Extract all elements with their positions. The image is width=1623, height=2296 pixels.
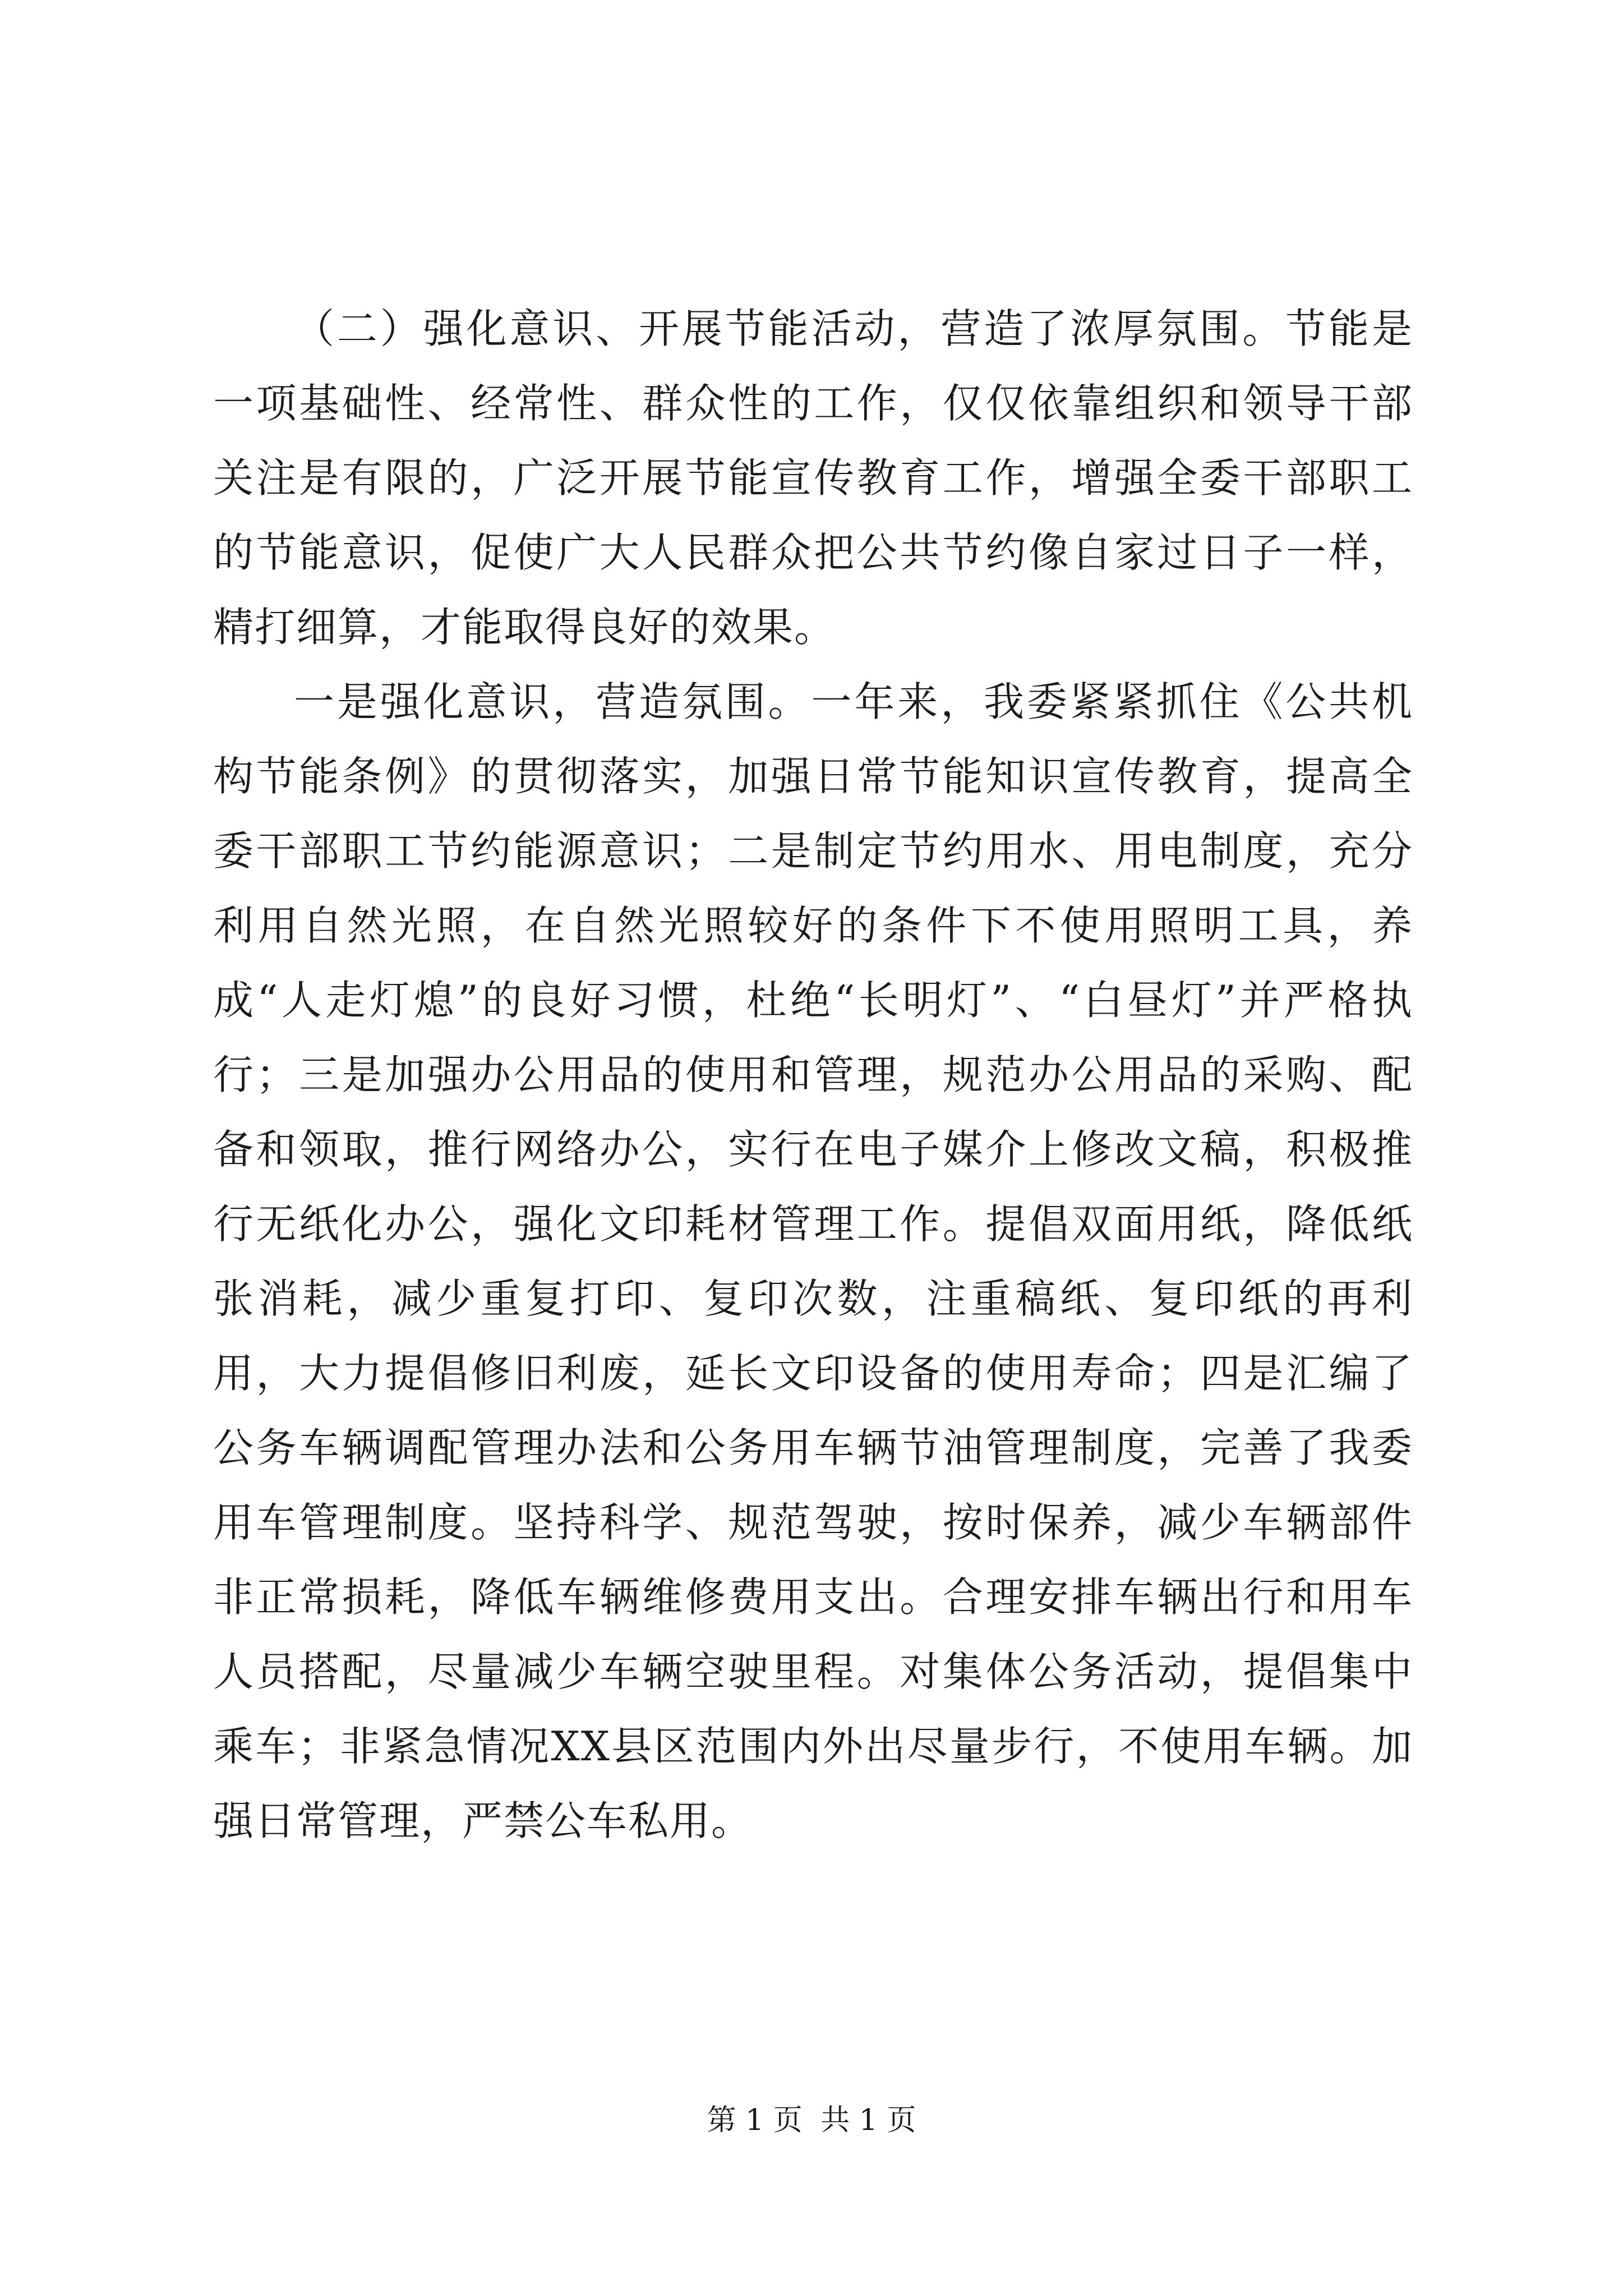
paragraph-2: 一是强化意识，营造氛围。一年来，我委紧紧抓住《公共机构节能条例》的贯彻落实，加强日常节能知识宣传教育，提高全委干部职工节约能源意识；二是制定节约用水、用电制度，充分利用自然光照，在自然光照较好的条件下不使用照明工具，养成“人走灯熄”的良好习惯，杜绝“长明灯”、“白昼灯”并严格执行；三是加强办公用品的使用和管理，规范办公用品的采购、配备和领取，推行网络办公，实行在电子媒介上修改文稿，积极推行无纸化办公，强化文印耗材管理工作。提倡双面用纸，降低纸张消耗，减少重复打印、复印次数，注重稿纸、复印纸的再利用，大力提倡修旧利废，延长文印设备的使用寿命；四是汇编了公务车辆调配管理办法和公务用车辆节油管理制度，完善了我委用车管理制度。坚持科学、规范驾驶，按时保养，减少车辆部件非正常损耗，降低车辆维修费用支出。合理安排车辆出行和用车人员搭配，尽量减少车辆空驶里程。对集体公务活动，提倡集中乘车；非紧急情况XX县区范围内外出尽量步行，不使用车辆。加强日常管理，严禁公车私用。 bbox=[213, 678, 1413, 1844]
page-footer bbox=[0, 2101, 1623, 2140]
document-body bbox=[213, 292, 1413, 1858]
page-number-label: 第 1 页 bbox=[707, 2104, 803, 2137]
paragraph-1: （二）强化意识、开展节能活动，营造了浓厚氛围。节能是一项基础性、经常性、群众性的工作，仅仅依靠组织和领导干部关注是有限的，广泛开展节能宣传教育工作，增强全委干部职工的节能意识，促使广大人民群众把公共节约像自家过日子一样，精打细算，才能取得良好的效果。 bbox=[213, 305, 1413, 651]
page-total-label: 共 1 页 bbox=[820, 2104, 916, 2137]
